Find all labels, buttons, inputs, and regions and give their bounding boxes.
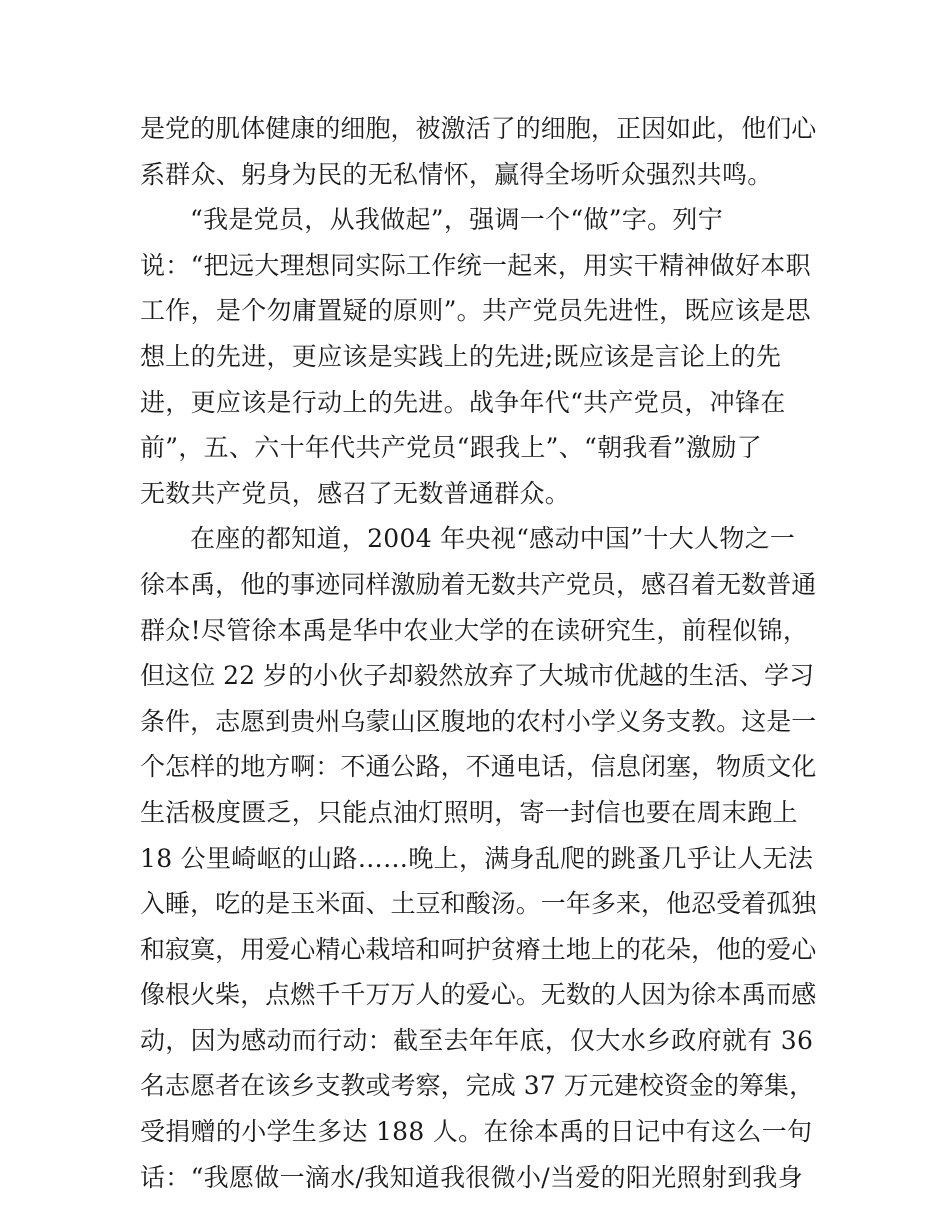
text-line: 无数共产党员，感召了无数普通群众。: [140, 478, 571, 508]
text-line: 条件，志愿到贵州乌蒙山区腹地的农村小学义务支教。这是一: [140, 706, 817, 736]
text-line: 是党的肌体健康的细胞，被激活了的细胞，正因如此，他们心: [140, 114, 817, 143]
text-line: 动，因为感动而行动：截至去年年底，仅大水乡政府就有 36: [140, 1025, 814, 1055]
text-line: 进，更应该是行动上的先进。战争年代“共产党员，冲锋在: [140, 387, 786, 417]
text-line: 徐本禹，他的事迹同样激励着无数共产党员，感召着无数普通: [140, 569, 817, 599]
text-line: “我是党员，从我做起”，强调一个“做”字。列宁: [190, 205, 724, 235]
text-line: 18 公里崎岖的山路……晚上，满身乱爬的跳蚤几乎让人无法: [140, 843, 814, 873]
text-line: 和寂寞，用爱心精心栽培和呵护贫瘠土地上的花朵，他的爱心: [140, 934, 817, 964]
text-line: 前”，五、六十年代共产党员“跟我上”、“朝我看”激励了: [140, 433, 763, 463]
text-line: 群众!尽管徐本禹是华中农业大学的在读研究生，前程似锦，: [140, 615, 809, 645]
text-line: 受捐赠的小学生多达 188 人。在徐本禹的日记中有这么一句: [140, 1117, 813, 1147]
text-line: 个怎样的地方啊：不通公路，不通电话，信息闭塞，物质文化: [140, 752, 817, 782]
text-line: 系群众、躬身为民的无私情怀，赢得全场听众强烈共鸣。: [140, 159, 773, 189]
text-line: 像根火柴，点燃千千万万人的爱心。无数的人因为徐本禹而感: [140, 980, 817, 1010]
paragraph-3: [140, 516, 820, 1200]
paragraph-1: [140, 106, 820, 197]
text-line: 但这位 22 岁的小伙子却毅然放弃了大城市优越的生活、学习: [140, 661, 815, 691]
document-body: [140, 106, 820, 1200]
text-line: 生活极度匮乏，只能点油灯照明，寄一封信也要在周末跑上: [140, 797, 798, 827]
text-line: 工作，是个勿庸置疑的原则”。共产党员先进性，既应该是思: [140, 296, 811, 326]
paragraph-2: [140, 197, 820, 516]
text-line: 说：“把远大理想同实际工作统一起来，用实干精神做好本职: [140, 250, 811, 280]
text-line: 在座的都知道，2004 年央视“感动中国”十大人物之一: [190, 524, 796, 554]
text-line: 想上的先进，更应该是实践上的先进;既应该是言论上的先: [140, 341, 782, 371]
text-line: 话：“我愿做一滴水/我知道我很微小/当爱的阳光照射到我身: [140, 1162, 804, 1192]
text-line: 名志愿者在该乡支教或考察，完成 37 万元建校资金的筹集，: [140, 1071, 815, 1101]
text-line: 入睡，吃的是玉米面、土豆和酸汤。一年多来，他忍受着孤独: [140, 889, 817, 919]
